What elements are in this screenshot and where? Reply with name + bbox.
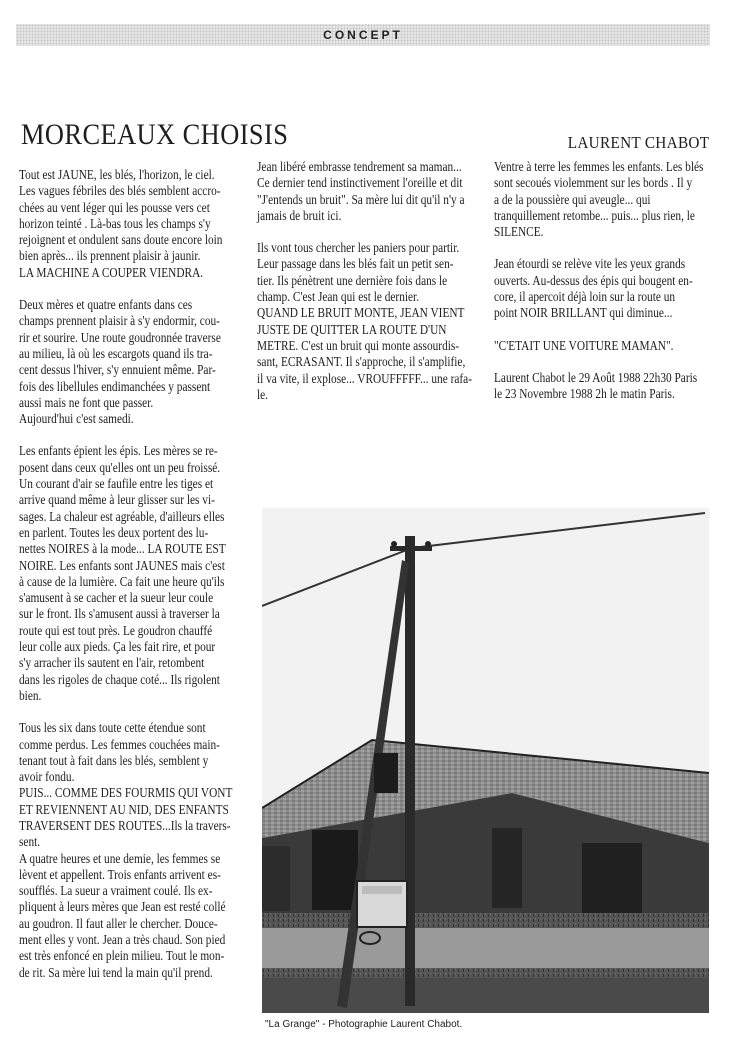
text-line: tenant tout à fait dans les blés, semblent y <box>19 752 209 768</box>
text-line: lèvent et appellent. Trois enfants arrivent es- <box>19 866 221 882</box>
text-line: cent dessus l'hiver, s'y ennuient même. Par- <box>19 362 216 378</box>
text-line: Aujourd'hui c'est samedi. <box>19 411 134 427</box>
text-line: comme perdus. Les femmes couchées main- <box>19 736 220 752</box>
text-line: "C'ETAIT UNE VOITURE MAMAN". <box>494 337 674 353</box>
text-line: LA MACHINE A COUPER VIENDRA. <box>19 264 204 280</box>
text-line: core, il apercoit déjà loin sur la route un <box>494 289 676 305</box>
text-line: METRE. C'est un bruit qui monte assourdis- <box>257 337 460 353</box>
text-line: Un courant d'air se faufile entre les tiges et <box>19 476 214 492</box>
text-line: chées au vent léger qui les pousse vers cet <box>19 199 210 215</box>
text-line: ET REVIENNENT AU NID, DES ENFANTS <box>19 801 229 817</box>
text-line: horizon teinté . Là-bas tous les champs s'y <box>19 215 211 231</box>
text-line: arrive quand même à leur glisser sur les vi- <box>19 492 215 508</box>
text-column-2 <box>257 159 483 403</box>
paragraph-gap <box>494 354 714 370</box>
text-line: A quatre heures et une demie, les femmes se <box>19 850 221 866</box>
article-title: MORCEAUX CHOISIS <box>21 118 289 151</box>
paragraph-gap <box>19 427 251 443</box>
text-line: "J'entends un bruit". Sa mère lui dit qu'il n'y a <box>257 191 465 207</box>
text-line: sur le front. Ils s'amusent aussi à traverser la <box>19 606 220 622</box>
paragraph-gap <box>257 224 483 240</box>
text-column-1 <box>19 167 251 981</box>
text-line: tranquillement retombe... puis... plus rien, le <box>494 207 695 223</box>
text-line: Les vagues fébriles des blés semblent accro- <box>19 183 221 199</box>
text-line: point NOIR BRILLANT qui diminue... <box>494 305 673 321</box>
section-label: CONCEPT <box>323 28 403 42</box>
text-line: au milieu, là où les escargots quand ils tra- <box>19 345 213 361</box>
text-line: Ce dernier tend instinctivement l'oreille et dit <box>257 175 463 191</box>
text-line: soufflés. La sueur a vraiment coulé. Ils ex- <box>19 883 213 899</box>
photo-caption: "La Grange" - Photographie Laurent Chabot. <box>265 1019 463 1030</box>
text-line: Tout est JAUNE, les blés, l'horizon, le ciel. <box>19 167 215 182</box>
text-line: ouverts. Au-dessus des épis qui bougent en- <box>494 272 693 288</box>
text-line: Ventre à terre les femmes les enfants. Les blés <box>494 159 704 174</box>
text-line: le 23 Novembre 1988 2h le matin Paris. <box>494 386 675 402</box>
text-line: Ils vont tous chercher les paniers pour partir. <box>257 240 460 256</box>
text-line: Deux mères et quatre enfants dans ces <box>19 297 193 313</box>
text-line: s'y arracher ils sautent en l'air, retombent <box>19 655 205 671</box>
text-line: champs prennent plaisir à s'y endormir, cou- <box>19 313 220 329</box>
text-line: avoir fondu. <box>19 769 75 785</box>
text-line: bien. <box>19 687 42 703</box>
text-line: de rit. Sa mère lui tend la main qu'il prend. <box>19 964 213 980</box>
text-line: s'amusent à se cacher et la sueur leur coule <box>19 590 214 606</box>
text-line: au goudron. Il faut aller le chercher. Douce- <box>19 915 218 931</box>
text-line: Jean étourdi se relève vite les yeux grands <box>494 256 686 272</box>
text-line: Laurent Chabot le 29 Août 1988 22h30 Paris <box>494 369 698 385</box>
paragraph-gap <box>494 322 714 338</box>
paragraph-gap <box>19 281 251 297</box>
text-line: SILENCE. <box>494 224 544 240</box>
text-line: QUAND LE BRUIT MONTE, JEAN VIENT <box>257 305 465 321</box>
text-line: en parlent. Toutes les deux portent des lu- <box>19 524 209 540</box>
barn-photo-graphic <box>262 508 709 1013</box>
text-line: jamais de bruit ici. <box>257 207 342 223</box>
text-line: aussi mais ne font que passer. <box>19 394 154 410</box>
text-line: sages. La chaleur est agréable, d'ailleurs elles <box>19 508 225 524</box>
section-header-band <box>16 24 710 46</box>
text-line: Les enfants épient les épis. Les mères se re- <box>19 443 218 459</box>
text-line: sont secoués violemment sur les bords . Il y <box>494 175 693 191</box>
text-line: bien après... ils prennent plaisir à jaunir. <box>19 248 201 264</box>
text-line: pliquent à leurs mères que Jean est resté collé <box>19 899 226 915</box>
text-line: route qui est tout près. Le goudron chauffé <box>19 622 213 638</box>
text-line: à cause de la lumière. Ca fait une heure qu'ils <box>19 573 225 589</box>
text-line: dans les rigoles de chaque coté... Ils rigolent <box>19 671 220 687</box>
barn-photo <box>262 508 709 1013</box>
text-line: ment elles y vont. Jean a très chaud. Son pied <box>19 932 226 948</box>
text-line: champ. C'est Jean qui est le dernier. <box>257 289 420 305</box>
article-author: LAURENT CHABOT <box>567 133 709 152</box>
text-line: fois des libellules endimanchées y passent <box>19 378 211 394</box>
text-line: est très enfoncé en plein milieu. Tout le mon- <box>19 948 225 964</box>
text-line: le. <box>257 386 269 402</box>
text-line: a de la poussière qui aveugle... qui <box>494 191 651 207</box>
paragraph-gap <box>494 240 714 256</box>
text-line: Jean libéré embrasse tendrement sa maman... <box>257 159 462 174</box>
text-column-3 <box>494 159 714 403</box>
text-line: TRAVERSENT DES ROUTES...Ils la travers- <box>19 817 231 833</box>
text-line: rejoignent et ondulent sans doute encore loin <box>19 232 223 248</box>
text-line: il va vite, il explose... VROUFFFFF... une rafa- <box>257 370 472 386</box>
text-line: Tous les six dans toute cette étendue sont <box>19 720 206 736</box>
text-line: sent. <box>19 834 41 850</box>
text-line: PUIS... COMME DES FOURMIS QUI VONT <box>19 785 233 801</box>
text-line: tier. Ils pénètrent une dernière fois dans le <box>257 272 448 288</box>
text-line: nettes NOIRES à la mode... LA ROUTE EST <box>19 541 226 557</box>
text-line: NOIRE. Les enfants sont JAUNES mais c'est <box>19 557 225 573</box>
text-line: sant, ECRASANT. Il s'approche, il s'amplifie, <box>257 354 466 370</box>
paragraph-gap <box>19 704 251 720</box>
text-line: posent dans ceux qu'elles ont un peu froissé. <box>19 459 221 475</box>
text-line: rir et sourire. Une route goudronnée traverse <box>19 329 221 345</box>
text-line: leur colle aux pieds. Ça les fait rire, et pour <box>19 639 216 655</box>
text-line: JUSTE DE QUITTER LA ROUTE D'UN <box>257 321 447 337</box>
text-line: Leur passage dans les blés fait un petit sen- <box>257 256 454 272</box>
